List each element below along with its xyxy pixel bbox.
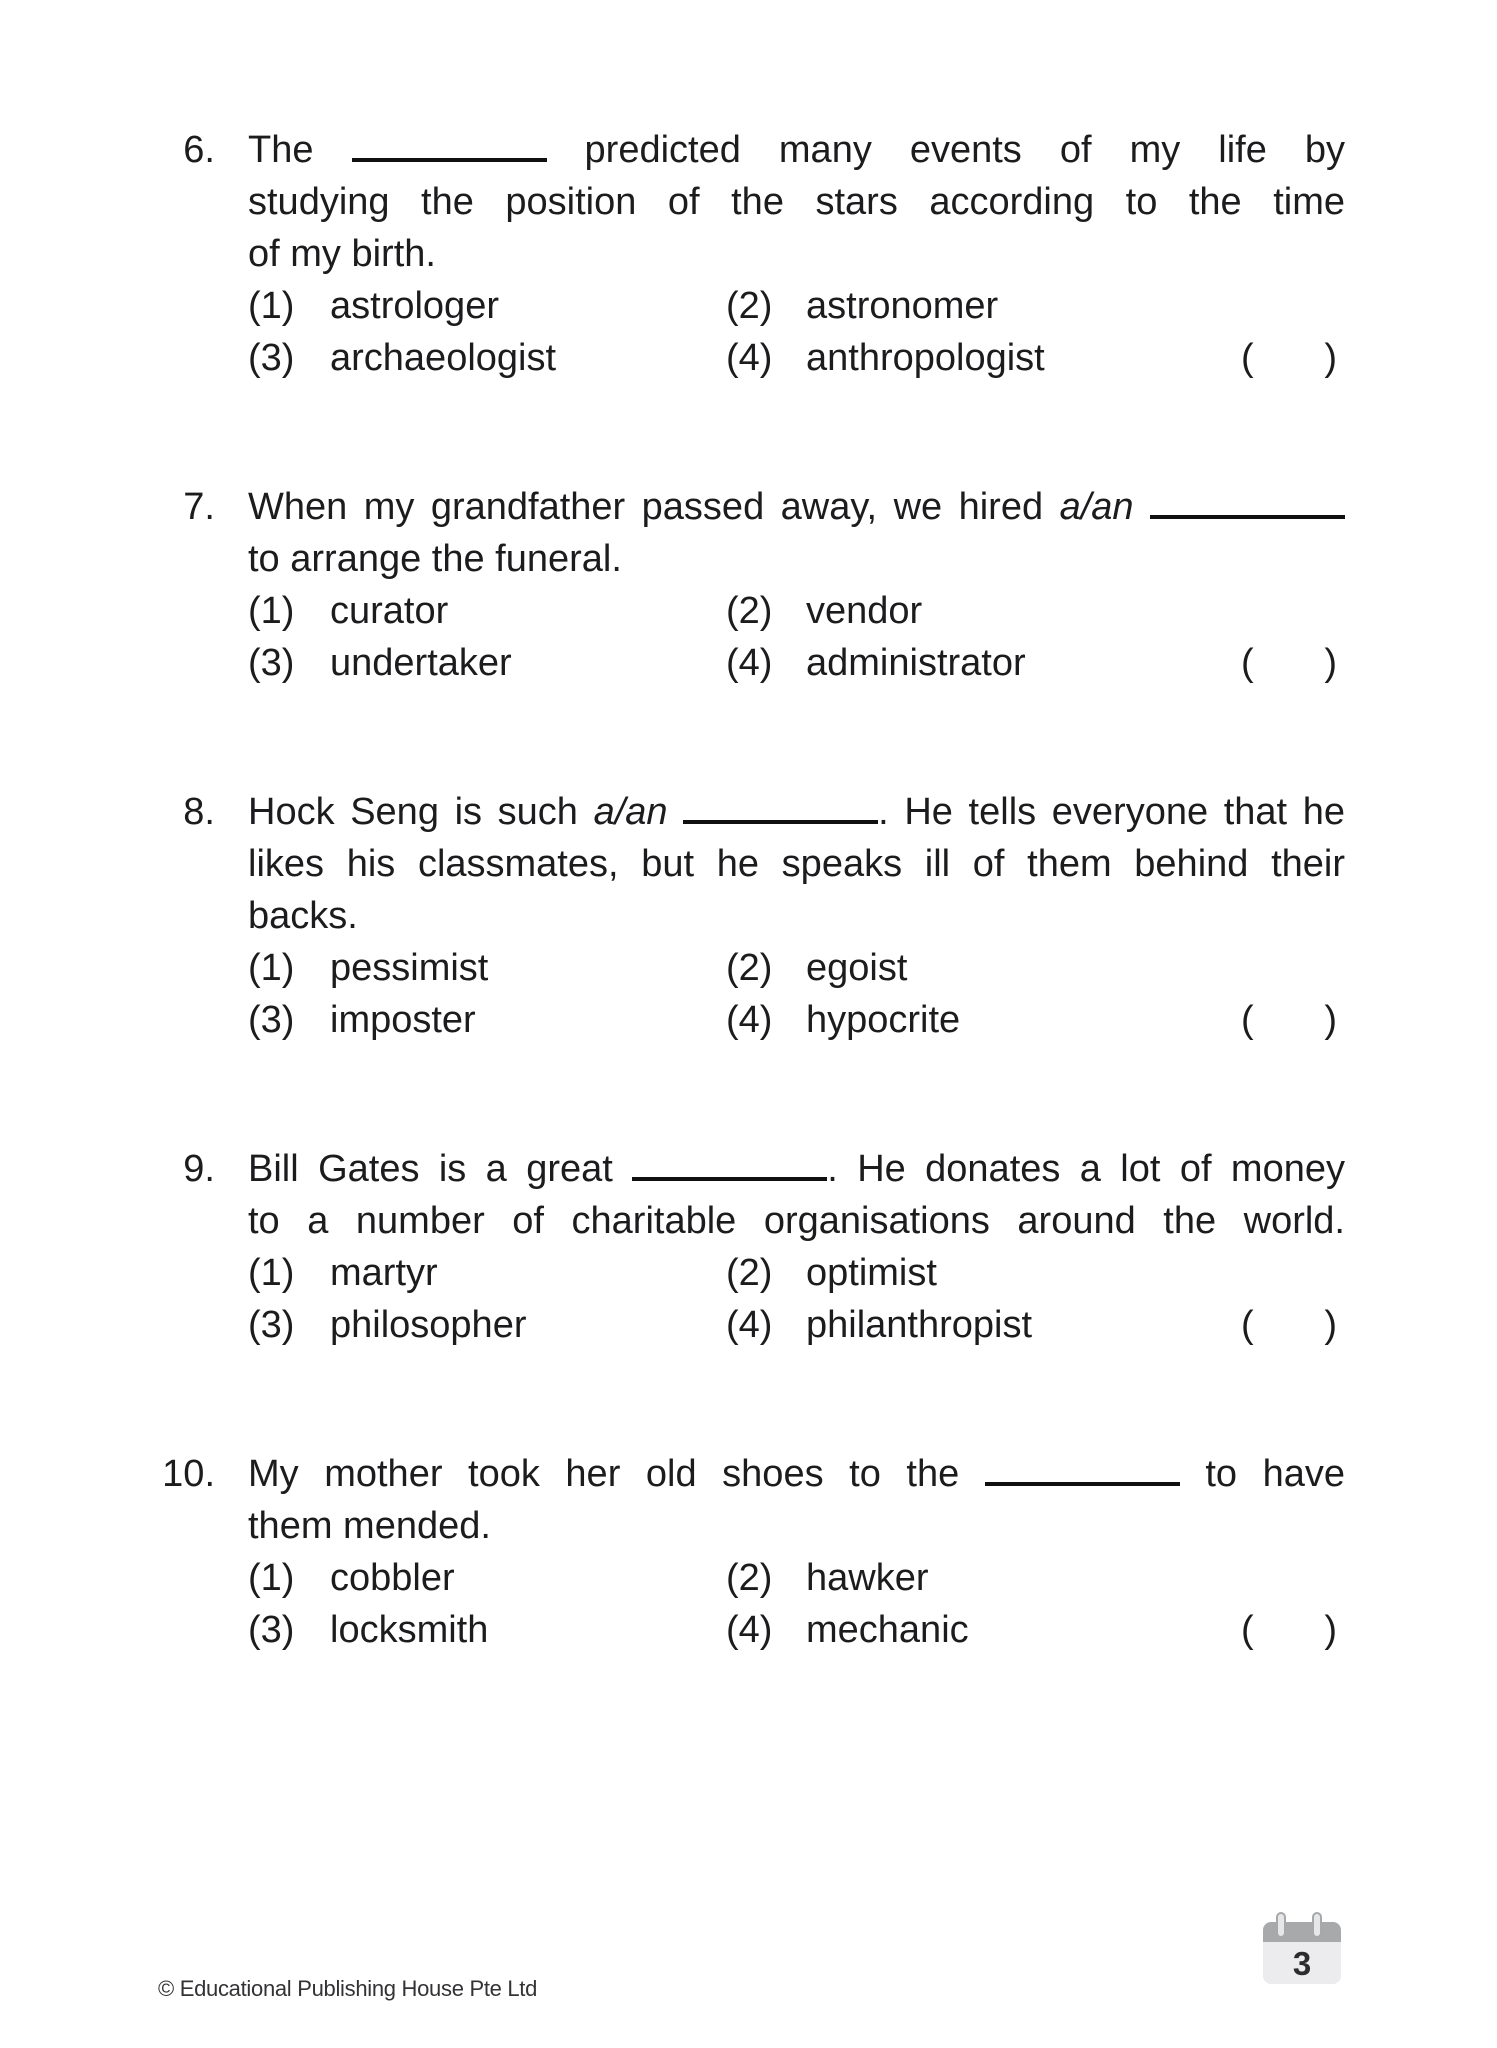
- calendar-ring-icon: [1312, 1912, 1322, 1938]
- stem-text: My mother took her old shoes to the: [248, 1453, 960, 1495]
- answer-box: [1241, 637, 1337, 689]
- answer-bracket-open: (: [1241, 999, 1254, 1041]
- option-label: (2): [726, 1252, 773, 1294]
- question-body: [248, 481, 1345, 689]
- stem-text: to a number of charitable organisations around the world.: [248, 1200, 1345, 1242]
- option-label: (3): [248, 642, 295, 684]
- stem-text: to arrange the funeral.: [248, 538, 622, 580]
- stem-text: them mended.: [248, 1505, 491, 1547]
- stem-text-italic: a/an: [1059, 486, 1134, 528]
- answer-bracket-open: (: [1241, 642, 1254, 684]
- option-label: (1): [248, 285, 295, 327]
- stem-text: to have: [1205, 1453, 1345, 1495]
- option-label: (2): [726, 1557, 773, 1599]
- option-text: undertaker: [330, 642, 512, 684]
- option-text: martyr: [330, 1252, 438, 1294]
- calendar-ring-icon: [1276, 1912, 1286, 1938]
- option-text: imposter: [330, 999, 476, 1041]
- option-text: astrologer: [330, 285, 499, 327]
- option-label: (1): [248, 1557, 295, 1599]
- question-number: 8.: [183, 791, 215, 833]
- stem-text: When my grandfather passed away, we hired: [248, 486, 1044, 528]
- stem-line: [248, 786, 1345, 838]
- stem-line: [248, 124, 1345, 176]
- answer-blank: [632, 1172, 827, 1181]
- option-label: (1): [248, 590, 295, 632]
- answer-blank: [1150, 510, 1345, 519]
- answer-bracket-close: ): [1324, 999, 1337, 1041]
- options-row: [248, 1552, 1345, 1604]
- question-number: 7.: [183, 486, 215, 528]
- option-text: cobbler: [330, 1557, 455, 1599]
- option-text: anthropologist: [806, 337, 1045, 379]
- answer-bracket-close: ): [1324, 337, 1337, 379]
- option-text: astronomer: [806, 285, 999, 327]
- stem-line: [248, 1448, 1345, 1500]
- question-list: [160, 124, 1345, 1753]
- option-text: mechanic: [806, 1609, 969, 1651]
- answer-blank: [352, 153, 547, 162]
- answer-bracket-open: (: [1241, 337, 1254, 379]
- option-label: (3): [248, 1609, 295, 1651]
- answer-blank: [683, 815, 878, 824]
- option-label: (1): [248, 947, 295, 989]
- options-row: [248, 332, 1345, 384]
- option-text: hypocrite: [806, 999, 961, 1041]
- stem-text: . He tells everyone that he: [878, 791, 1345, 833]
- option-label: (2): [726, 947, 773, 989]
- stem-text: Bill Gates is a great: [248, 1148, 613, 1190]
- options-row: [248, 942, 1345, 994]
- options-row: [248, 1299, 1345, 1351]
- option-label: (3): [248, 337, 295, 379]
- option-label: (4): [726, 1609, 773, 1651]
- option-text: administrator: [806, 642, 1026, 684]
- stem-line: [248, 533, 1345, 585]
- stem-line: [248, 1143, 1345, 1195]
- options-row: [248, 280, 1345, 332]
- answer-box: [1241, 332, 1337, 384]
- footer-copyright: © Educational Publishing House Pte Ltd: [158, 1976, 538, 2001]
- question-body: [248, 124, 1345, 384]
- option-text: vendor: [806, 590, 923, 632]
- stem-line: [248, 838, 1345, 890]
- answer-bracket-close: ): [1324, 1609, 1337, 1651]
- option-label: (1): [248, 1252, 295, 1294]
- answer-box: [1241, 994, 1337, 1046]
- option-label: (4): [726, 999, 773, 1041]
- answer-blank: [985, 1477, 1180, 1486]
- option-text: philanthropist: [806, 1304, 1033, 1346]
- option-label: (2): [726, 590, 773, 632]
- question-10: [160, 1448, 1345, 1656]
- page-number-badge: [1263, 1912, 1341, 1984]
- options-row: [248, 1604, 1345, 1656]
- question-9: [160, 1143, 1345, 1351]
- option-text: archaeologist: [330, 337, 557, 379]
- option-label: (2): [726, 285, 773, 327]
- page-number: 3: [1292, 1944, 1312, 1982]
- stem-text: likes his classmates, but he speaks ill of them behind their: [248, 843, 1345, 885]
- question-body: [248, 786, 1345, 1046]
- question-7: [160, 481, 1345, 689]
- stem-text: predicted many events of my life by: [584, 129, 1345, 171]
- stem-line: [248, 890, 1345, 942]
- options-row: [248, 585, 1345, 637]
- option-text: locksmith: [330, 1609, 489, 1651]
- option-label: (3): [248, 999, 295, 1041]
- stem-line: [248, 228, 1345, 280]
- answer-bracket-close: ): [1324, 642, 1337, 684]
- stem-text: studying the position of the stars according to the time: [248, 181, 1345, 223]
- stem-line: [248, 1500, 1345, 1552]
- answer-box: [1241, 1604, 1337, 1656]
- stem-line: [248, 481, 1345, 533]
- question-8: [160, 786, 1345, 1046]
- options-row: [248, 994, 1345, 1046]
- answer-box: [1241, 1299, 1337, 1351]
- question-6: [160, 124, 1345, 384]
- stem-text: The: [248, 129, 314, 171]
- answer-bracket-open: (: [1241, 1304, 1254, 1346]
- question-body: [248, 1143, 1345, 1351]
- option-text: pessimist: [330, 947, 489, 989]
- question-body: [248, 1448, 1345, 1656]
- options-row: [248, 1247, 1345, 1299]
- options-row: [248, 637, 1345, 689]
- stem-line: [248, 176, 1345, 228]
- option-text: egoist: [806, 947, 908, 989]
- stem-text: Hock Seng is such: [248, 791, 578, 833]
- stem-text: of my birth.: [248, 233, 436, 275]
- stem-text-italic: a/an: [593, 791, 668, 833]
- stem-text: . He donates a lot of money: [827, 1148, 1345, 1190]
- question-number: 6.: [183, 129, 215, 171]
- option-label: (4): [726, 642, 773, 684]
- stem-text: backs.: [248, 895, 358, 937]
- option-text: curator: [330, 590, 449, 632]
- calendar-icon: [1263, 1922, 1341, 1942]
- option-label: (4): [726, 337, 773, 379]
- question-number: 9.: [183, 1148, 215, 1190]
- option-text: hawker: [806, 1557, 929, 1599]
- stem-line: [248, 1195, 1345, 1247]
- answer-bracket-close: ): [1324, 1304, 1337, 1346]
- option-text: optimist: [806, 1252, 937, 1294]
- option-label: (3): [248, 1304, 295, 1346]
- option-text: philosopher: [330, 1304, 527, 1346]
- answer-bracket-open: (: [1241, 1609, 1254, 1651]
- question-number: 10.: [162, 1453, 215, 1495]
- option-label: (4): [726, 1304, 773, 1346]
